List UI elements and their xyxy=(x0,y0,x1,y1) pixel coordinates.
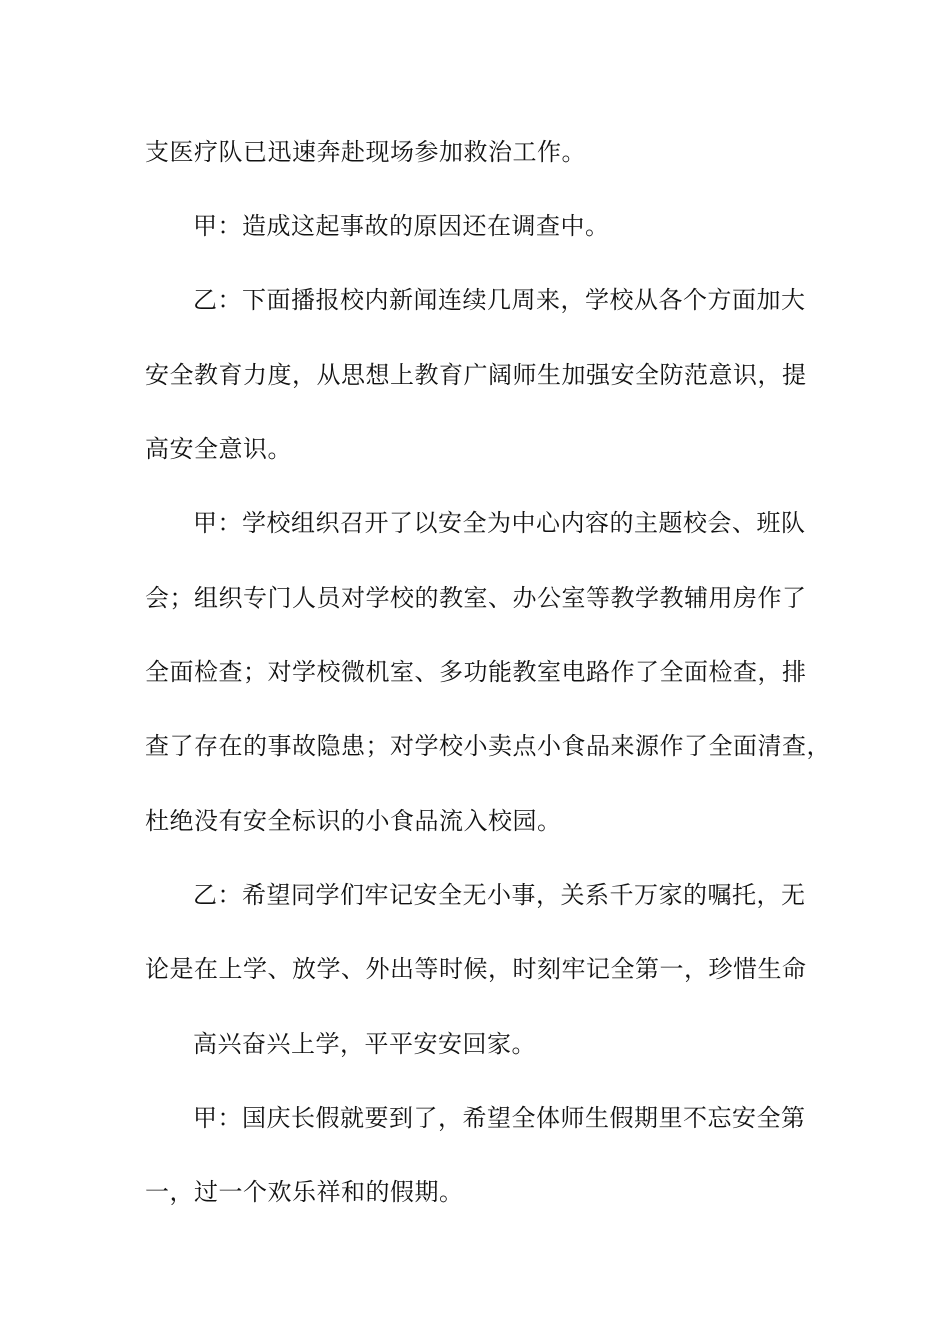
text-line: 查了存在的事故隐患；对学校小卖点小食品来源作了全面清查， xyxy=(145,732,831,760)
text-line: 甲：学校组织召开了以安全为中心内容的主题校会、班队 xyxy=(193,509,806,537)
text-line: 乙：下面播报校内新闻连续几周来，学校从各个方面加大 xyxy=(193,286,806,314)
text-line: 杜绝没有安全标识的小食品流入校园。 xyxy=(145,807,562,835)
text-line: 安全教育力度，从思想上教育广阔师生加强安全防范意识，提 xyxy=(145,361,807,389)
text-line: 乙：希望同学们牢记安全无小事，关系千万家的嘱托，无 xyxy=(193,881,806,909)
text-line: 高安全意识。 xyxy=(145,435,292,463)
text-line: 论是在上学、放学、外出等时候，时刻牢记全第一，珍惜生命 xyxy=(145,955,807,983)
text-line: 支医疗队已迅速奔赴现场参加救治工作。 xyxy=(145,138,586,166)
text-line: 甲：国庆长假就要到了，希望全体师生假期里不忘安全第 xyxy=(193,1104,806,1132)
text-line: 甲：造成这起事故的原因还在调查中。 xyxy=(193,212,610,240)
text-line: 会；组织专门人员对学校的教室、办公室等教学教辅用房作了 xyxy=(145,584,807,612)
text-line: 一，过一个欢乐祥和的假期。 xyxy=(145,1178,464,1206)
text-line: 高兴奋兴上学，平平安安回家。 xyxy=(193,1030,536,1058)
text-line: 全面检查；对学校微机室、多功能教室电路作了全面检查，排 xyxy=(145,658,807,686)
